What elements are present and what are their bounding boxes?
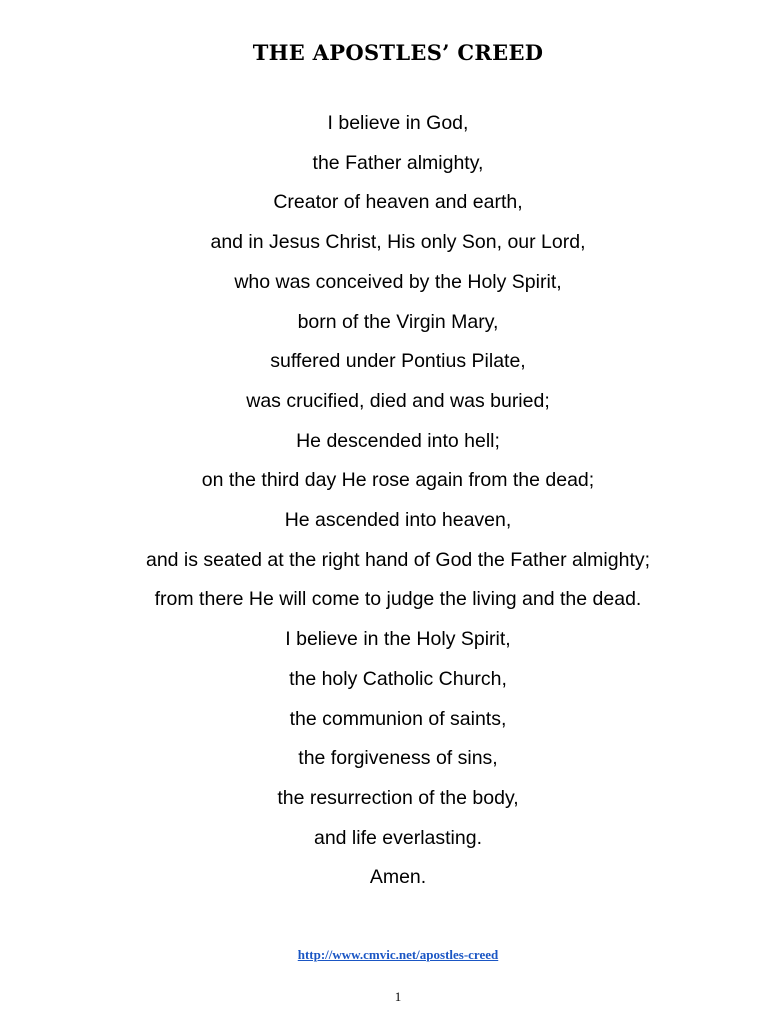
creed-line: the resurrection of the body, [277,786,519,809]
document-title: THE APOSTLES’ CREED [252,40,544,65]
creed-line: was crucified, died and was buried; [246,389,550,412]
creed-line: born of the Virgin Mary, [297,310,499,333]
page-number: 1 [394,989,402,1004]
creed-line: and life everlasting. [313,826,483,849]
creed-line: who was conceived by the Holy Spirit, [234,270,562,293]
creed-line: He ascended into heaven, [284,509,512,532]
creed-line: He descended into hell; [296,429,500,452]
creed-line: Creator of heaven and earth, [273,191,523,214]
creed-line: and is seated at the right hand of God the Father almighty; [145,548,651,571]
creed-line: I believe in the Holy Spirit, [285,628,511,651]
creed-line: Amen. [369,866,427,889]
creed-text [0,104,768,898]
creed-line: suffered under Pontius Pilate, [270,350,526,373]
creed-line: the forgiveness of sins, [298,747,498,770]
creed-line: from there He will come to judge the living and the dead. [154,588,642,611]
creed-line: the holy Catholic Church, [289,667,507,690]
creed-line: on the third day He rose again from the dead; [201,469,595,492]
creed-line: and in Jesus Christ, His only Son, our Lord, [210,231,586,254]
source-link[interactable]: http://www.cmvic.net/apostles-creed [297,947,499,962]
creed-line: I believe in God, [327,112,469,134]
creed-line: the communion of saints, [289,707,507,730]
creed-line: the Father almighty, [312,151,484,174]
